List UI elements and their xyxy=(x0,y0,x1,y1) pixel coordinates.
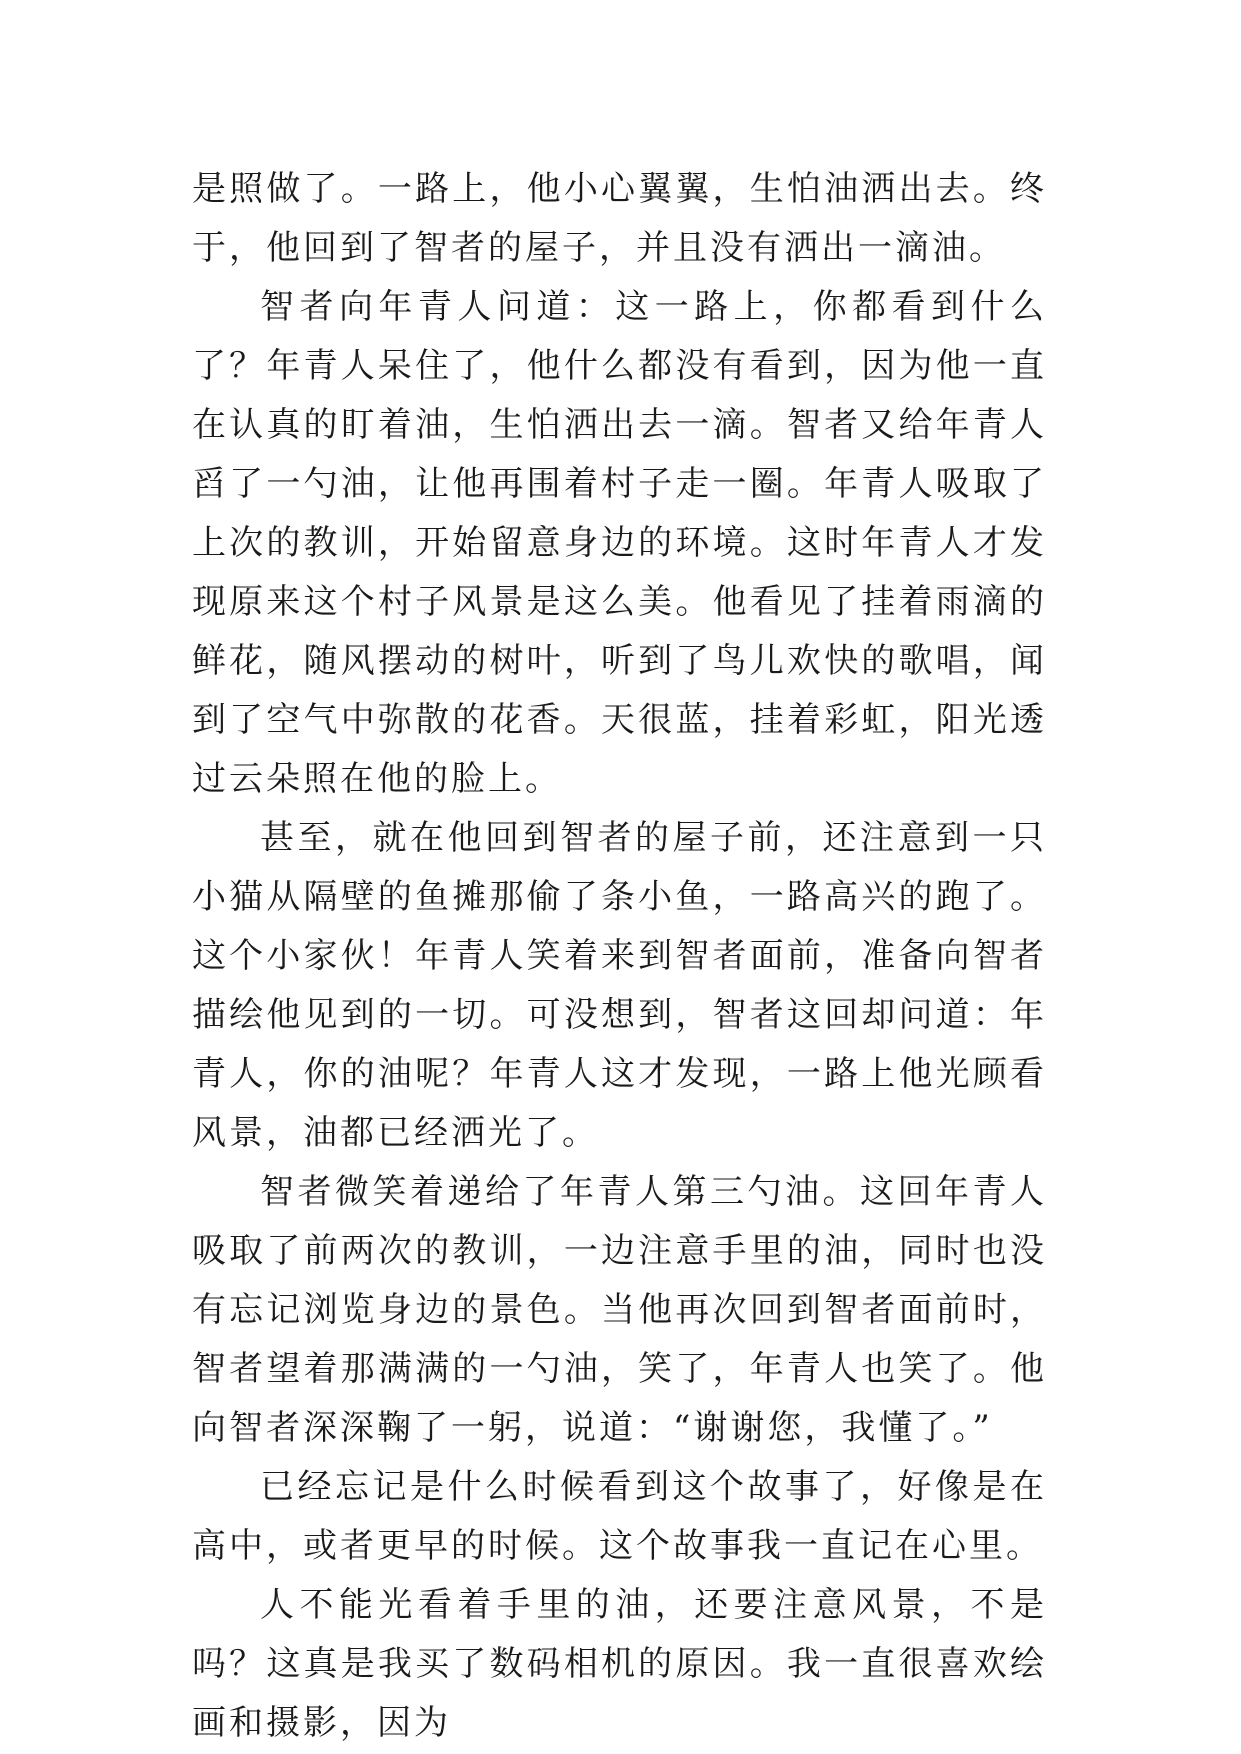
paragraph: 智者微笑着递给了年青人第三勺油。这回年青人吸取了前两次的教训，一边注意手里的油，同时也没有忘记浏览身边的景色。当他再次回到智者面前时，智者望着那满满的一勺油，笑了，年青人也笑了。他向智者深深鞠了一躬，说道：“谢谢您，我懂了。” xyxy=(192,1172,1047,1448)
paragraph: 甚至，就在他回到智者的屋子前，还注意到一只小猫从隔壁的鱼摊那偷了条小鱼，一路高兴的跑了。这个小家伙！年青人笑着来到智者面前，准备向智者描绘他见到的一切。可没想到，智者这回却问道：年青人，你的油呢？年青人这才发现，一路上他光顾看风景，油都已经洒光了。 xyxy=(192,818,1047,1153)
paragraph: 人不能光看着手里的油，还要注意风景，不是吗？这真是我买了数码相机的原因。我一直很喜欢绘画和摄影，因为 xyxy=(192,1585,1047,1743)
paragraph: 智者向年青人问道：这一路上，你都看到什么了？年青人呆住了，他什么都没有看到，因为他一直在认真的盯着油，生怕洒出去一滴。智者又给年青人舀了一勺油，让他再围着村子走一圈。年青人吸取了上次的教训，开始留意身边的环境。这时年青人才发现原来这个村子风景是这么美。他看见了挂着雨滴的鲜花，随风摆动的树叶，听到了鸟儿欢快的歌唱，闻到了空气中弥散的花香。天很蓝，挂着彩虹，阳光透过云朵照在他的脸上。 xyxy=(192,287,1047,799)
paragraph: 已经忘记是什么时候看到这个故事了，好像是在高中，或者更早的时候。这个故事我一直记在心里。 xyxy=(192,1467,1047,1566)
paragraph: 是照做了。一路上，他小心翼翼，生怕油洒出去。终于，他回到了智者的屋子，并且没有洒出一滴油。 xyxy=(192,169,1047,268)
document-body xyxy=(192,160,1047,1753)
